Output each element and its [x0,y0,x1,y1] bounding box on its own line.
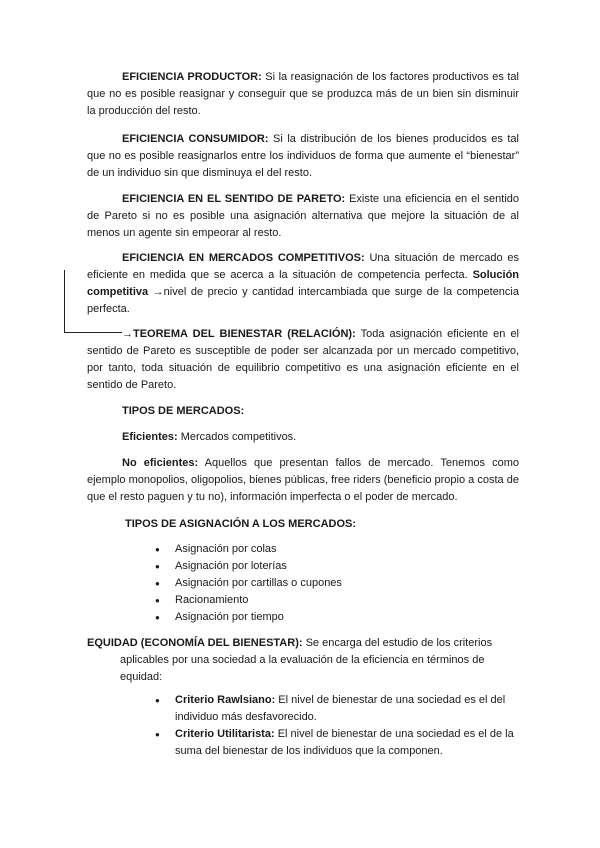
list-item: ● Asignación por loterías [155,558,525,575]
bracket-vertical-line [64,270,65,333]
text-equidad-rest: aplicables por una sociedad a la evaluación de la eficiencia en términos de equidad: [120,654,485,683]
text-no-eficientes: Aquellos que presentan fallos de mercado. Tenemos como ejemplo monopolios, oligopolios, bienes públicas, free riders (beneficio propio a costa de que el resto paguen y tu no), información imperfecta o el poder de mercado. [87,457,519,503]
term-teorema-bienestar: TEOREMA DEL BIENESTAR (RELACIÓN): [133,328,356,340]
list-item-criterio-rawlsiano [155,692,525,726]
list-item: ● Asignación por cartillas o cupones [155,575,525,592]
text-equidad-first: Se encarga del estudio de los criterios [302,637,493,649]
text-eficiencia-productor: Si la reasignación de los factores productivos es tal que no es posible reasignar y conseguir que se produzca más de un bien sin disminuir la producción del resto. [87,71,519,117]
term-equidad: EQUIDAD (ECONOMÍA DEL BIENESTAR): [87,637,303,649]
term-no-eficientes: No eficientes: [122,457,199,469]
term-eficiencia-productor: EFICIENCIA PRODUCTOR: [122,71,262,83]
list-criterios [155,692,525,760]
text-eficiencia-mercados: Una situación de mercado es eficiente en medida que se acerca a la situación de competencia perfecta. [87,252,520,281]
text-eficiencia-consumidor: Si la distribución de los bienes producidos es tal que no es posible reasignarlos entre los individuos de forma que aumente el “bienestar” de un individuo sin que disminuya el del resto. [87,133,519,179]
term-solucion-competitiva: Solución competitiva [87,269,520,298]
heading-tipos-asignacion: TIPOS DE ASIGNACIÓN A LOS MERCADOS: [125,518,357,530]
heading-tipos-mercados: TIPOS DE MERCADOS: [122,405,245,417]
paragraph-eficientes [87,429,519,446]
paragraph-teorema-bienestar [87,326,519,394]
term-eficiencia-consumidor: EFICIENCIA CONSUMIDOR: [122,133,269,145]
term-eficiencia-mercados: EFICIENCIA EN MERCADOS COMPETITIVOS: [122,252,365,264]
paragraph-equidad [87,635,519,686]
text-solucion-competitiva: nivel de precio y cantidad intercambiada que surge de la competencia perfecta. [87,286,519,315]
paragraph-eficiencia-productor [87,69,519,120]
paragraph-eficiencia-mercados [87,250,519,318]
text-teorema-bienestar: Toda asignación eficiente en el sentido de Pareto es susceptible de poder ser alcanzada por un mercado competitivo, por tanto, toda situación de equilibrio competitivo es una asignación eficiente en el sentido de Pareto. [87,328,520,391]
text-criterio-rawlsiano: El nivel de bienestar de una sociedad es el del individuo más desfavorecido. [175,694,506,723]
term-eficiencia-pareto: EFICIENCIA EN EL SENTIDO DE PARETO: [122,193,346,205]
list-item: ● Asignación por tiempo [155,609,525,626]
term-criterio-rawlsiano: Criterio Rawlsiano: [175,694,276,706]
list-item-criterio-utilitarista [155,726,525,760]
text-eficiencia-pareto: Existe una eficiencia en el sentido de Pareto si no es posible una asignación alternativa que mejore la situación de al menos un agente sin empeorar al resto. [87,193,519,239]
term-criterio-utilitarista: Criterio Utilitarista: [175,728,275,740]
arrow-right-icon: → [152,286,164,298]
paragraph-no-eficientes [87,455,519,506]
text-eficientes: Mercados competitivos. [177,431,297,443]
paragraph-eficiencia-consumidor [87,131,519,182]
text-criterio-utilitarista: El nivel de bienestar de una sociedad es el de la suma del bienestar de los individuos que la componen. [175,728,514,757]
paragraph-eficiencia-pareto [87,191,519,242]
list-tipos-asignacion [155,541,525,626]
arrow-right-icon: → [122,328,133,340]
list-item: ● Racionamiento [155,592,525,609]
term-eficientes: Eficientes: [122,431,178,443]
list-item: ● Asignación por colas [155,541,525,558]
